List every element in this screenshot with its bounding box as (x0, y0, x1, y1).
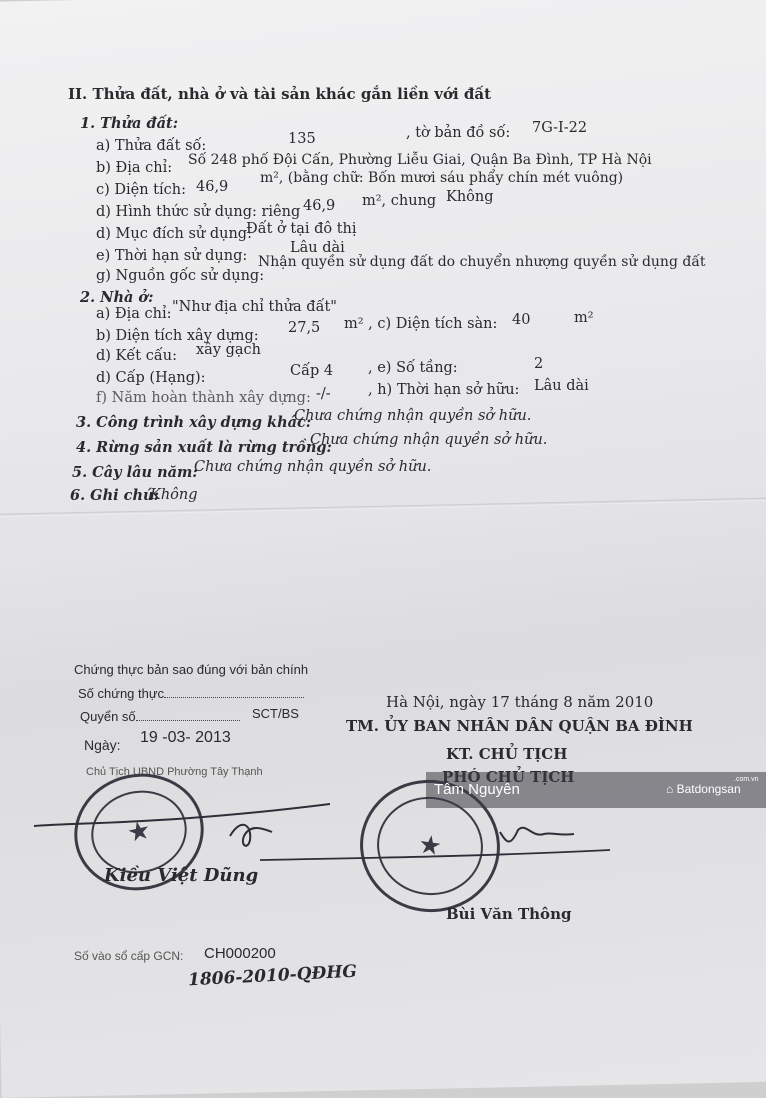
signing-signer-name: Bùi Văn Thông (446, 905, 572, 923)
house-structure-label: d) Kết cấu: (96, 348, 177, 364)
house-address-label: a) Địa chỉ: (96, 306, 172, 322)
registry-handwritten: 1806-2010-QĐHG (187, 961, 358, 991)
watermark-logo (666, 776, 759, 796)
registry-label: Số vào sổ cấp GCN: (74, 949, 184, 963)
house-built-area-value: 27,5 (288, 320, 321, 336)
house-logo-icon: ⌂ (666, 782, 674, 796)
land-purpose-label: d) Mục đích sử dụng: (96, 226, 252, 242)
land-origin-value: Nhận quyền sử dụng đất do chuyển nhượng quyền sử dụng đất (258, 254, 706, 270)
land-term-label: e) Thời hạn sử dụng: (96, 248, 248, 264)
star-emblem-icon: ★ (416, 829, 444, 863)
signing-place-date: Hà Nội, ngày 17 tháng 8 năm 2010 (386, 693, 654, 711)
land-origin-label: g) Nguồn gốc sử dụng: (96, 268, 265, 284)
registry-code: CH000200 (204, 945, 276, 962)
cert-book-label: Quyển số (80, 709, 240, 725)
cert-date-value: 19 -03- 2013 (140, 729, 231, 746)
signing-organization: TM. ỦY BAN NHÂN DÂN QUẬN BA ĐÌNH (346, 717, 693, 735)
land-map-label: , tờ bản đồ số: (406, 125, 511, 141)
watermark-name: Tâm Nguyên (434, 781, 520, 798)
land-parcel-label: a) Thửa đất số: (96, 138, 207, 154)
item-forest-label: 4. Rừng sản xuất là rừng trồng: (76, 439, 332, 456)
land-address-value: Số 248 phố Đội Cấn, Phường Liễu Giai, Quận Ba Đình, TP Hà Nội (188, 152, 652, 168)
land-usage-private-value: 46,9 (303, 198, 336, 214)
watermark-brand-suffix: .com.vn (734, 776, 759, 783)
cert-date-label: Ngày: (84, 737, 121, 753)
item-other-construction-value: Chưa chứng nhận quyền sở hữu. (294, 408, 532, 424)
cert-number-label: Số chứng thực (78, 686, 304, 702)
left-signer-name: Kiều Việt Dũng (104, 865, 259, 886)
house-structure-value: xây gạch (196, 342, 262, 358)
star-emblem-icon: ★ (124, 814, 154, 850)
house-year-label: f) Năm hoàn thành xây dựng: (96, 390, 311, 406)
house-built-area-label: b) Diện tích xây dựng: (96, 328, 259, 344)
land-term-value: Lâu dài (290, 240, 345, 256)
house-grade-value: Cấp 4 (290, 363, 334, 379)
land-address-label: b) Địa chỉ: (96, 160, 173, 176)
land-area-value: 46,9 (196, 179, 229, 195)
house-grade-label: d) Cấp (Hạng): (96, 370, 206, 386)
house-floor-area-unit: m² (574, 310, 594, 326)
cert-book-value: SCT/BS (252, 706, 299, 721)
item-perennial-label: 5. Cây lâu năm: (72, 464, 198, 481)
house-floor-area-value: 40 (512, 312, 531, 328)
land-area-label: c) Diện tích: (96, 182, 186, 198)
house-address-value: "Như địa chỉ thửa đất" (172, 299, 337, 315)
land-usage-shared-label: m², chung (362, 193, 437, 209)
item-perennial-value: Chưa chứng nhận quyền sở hữu. (194, 459, 432, 475)
watermark-brand: Batdongsan (676, 782, 741, 796)
land-usage-shared-value: Không (446, 189, 494, 205)
item-other-construction-label: 3. Công trình xây dựng khác: (76, 414, 312, 431)
item-note-label: 6. Ghi chú: (70, 487, 159, 504)
land-map-value: 7G-I-22 (532, 120, 588, 136)
land-parcel-value: 135 (288, 131, 316, 147)
land-area-unit: m², (bằng chữ: Bốn mươi sáu phẩy chín mét vuông) (260, 170, 624, 186)
land-heading: 1. Thửa đất: (80, 115, 179, 132)
house-ownership-term-value: Lâu dài (534, 378, 589, 394)
house-floors-value: 2 (534, 356, 544, 372)
item-forest-value: Chưa chứng nhận quyền sở hữu. (310, 432, 548, 448)
house-floor-area-label: m² , c) Diện tích sàn: (344, 316, 498, 332)
house-year-value: -/- (316, 386, 331, 402)
cert-official-title: Chủ Tịch UBND Phường Tây Thạnh (86, 766, 263, 778)
land-usage-form-label: d) Hình thức sử dụng: riêng (96, 204, 301, 220)
land-purpose-value: Đất ở tại đô thị (246, 221, 357, 237)
item-note-value: Không (150, 487, 198, 503)
signing-role-1: KT. CHỦ TỊCH (446, 745, 568, 763)
right-signature (250, 820, 630, 880)
house-floors-label: , e) Số tầng: (368, 360, 458, 376)
cert-line-copy: Chứng thực bản sao đúng với bản chính (74, 662, 309, 677)
house-heading: 2. Nhà ở: (80, 289, 154, 306)
house-ownership-term-label: , h) Thời hạn sở hữu: (368, 382, 520, 398)
section-title: II. Thửa đất, nhà ở và tài sản khác gắn liền với đất (68, 85, 492, 103)
